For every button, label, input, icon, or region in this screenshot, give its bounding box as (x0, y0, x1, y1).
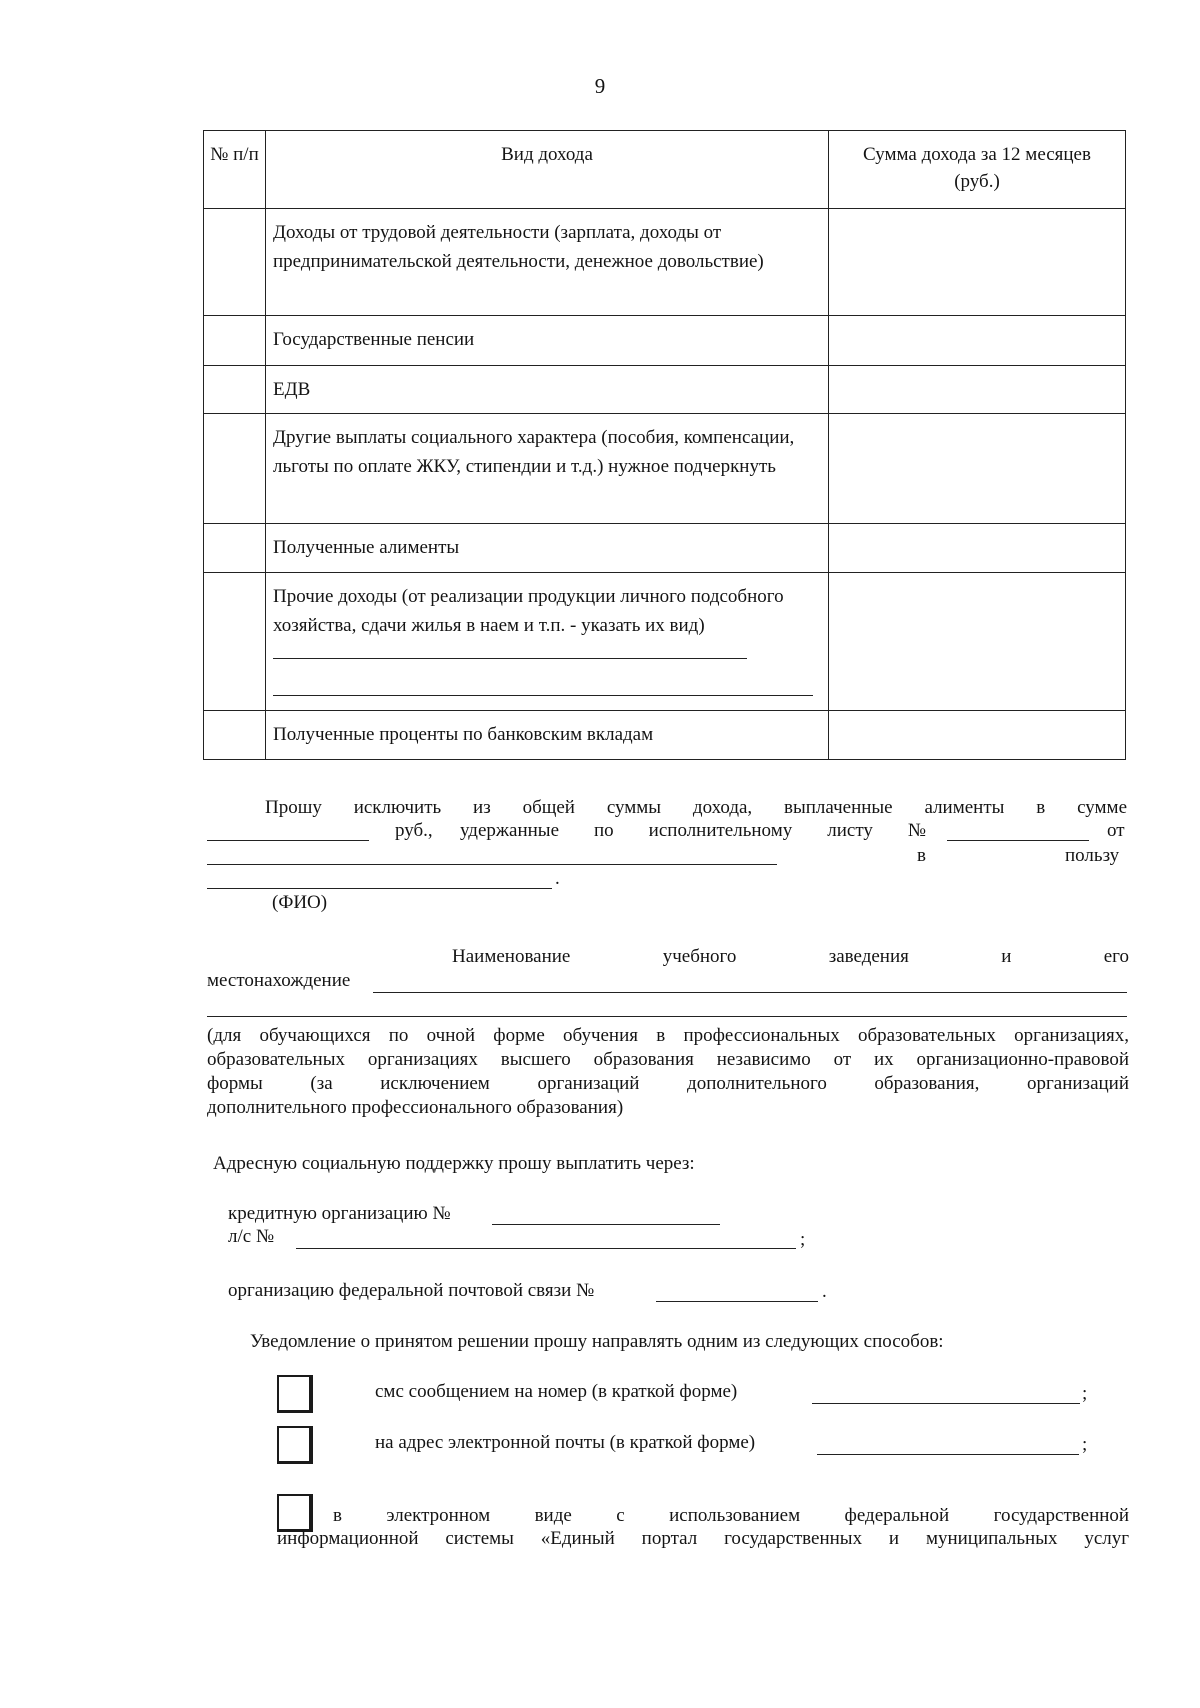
portal-line-1: в электронном виде с использованием федеральной государственной (333, 1505, 1130, 1526)
row-income-sum[interactable] (829, 209, 1126, 316)
credit-org-label: кредитную организацию № (228, 1203, 451, 1224)
income-kind-line[interactable] (273, 640, 747, 659)
fio-caption: (ФИО) (272, 892, 328, 913)
post-org-label: организацию федеральной почтовой связи № (228, 1280, 595, 1301)
row-income-sum[interactable] (829, 711, 1126, 760)
in-label: в (917, 845, 926, 866)
table-row (204, 573, 1126, 711)
row-income-sum[interactable] (829, 573, 1126, 711)
location-field[interactable] (373, 974, 1127, 993)
row-income-type: ЕДВ (266, 366, 829, 414)
phone-field[interactable] (812, 1385, 1080, 1404)
header-income-type: Вид дохода (266, 131, 829, 209)
row-income-sum[interactable] (829, 524, 1126, 573)
notification-title: Уведомление о принятом решении прошу направлять одним из следующих способов: (250, 1331, 944, 1352)
sms-label: смс сообщением на номер (в краткой форме) (375, 1381, 738, 1402)
row-income-type: Другие выплаты социального характера (пособия, компенсации, льготы по оплате ЖКУ, стипендии и т.д.) нужное подчеркнуть (266, 414, 829, 524)
row-income-sum[interactable] (829, 414, 1126, 524)
row-num (204, 316, 266, 366)
table-row (204, 209, 1126, 316)
institution-note: (для обучающихся по очной форме обучения в профессиональных образовательных организациях, образовательных организациях высшего образования независимо от их организационно-правовой формы (за исключением организаций дополнительного образования, организаций дополнительного профессионального образования) (207, 1025, 1130, 1118)
location-field-2[interactable] (207, 998, 1127, 1017)
post-end: . (822, 1281, 827, 1302)
row-income-type: Полученные алименты (266, 524, 829, 573)
table-row (204, 414, 1126, 524)
row-num (204, 573, 266, 711)
table-row (204, 524, 1126, 573)
row-income-sum[interactable] (829, 316, 1126, 366)
income-table (203, 130, 1126, 760)
row-num (204, 366, 266, 414)
row-num (204, 209, 266, 316)
row-num (204, 524, 266, 573)
header-num: № п/п (204, 131, 266, 209)
writ-date-field[interactable] (207, 846, 777, 865)
period: . (555, 868, 560, 889)
sms-end: ; (1082, 1383, 1088, 1404)
location-label: местонахождение (207, 970, 351, 991)
institution-line-1: Наименование учебного заведения и его (452, 946, 1129, 967)
portal-checkbox[interactable] (277, 1494, 313, 1532)
from-label: от (1107, 820, 1125, 841)
row-income-sum[interactable] (829, 366, 1126, 414)
alimony-line-2: удержанные по исполнительному листу № (460, 820, 927, 841)
table-row (204, 316, 1126, 366)
table-header-row (204, 131, 1126, 209)
table-row (204, 711, 1126, 760)
email-field[interactable] (817, 1436, 1079, 1455)
row-income-type: Полученные проценты по банковским вкладам (266, 711, 829, 760)
row-income-type: Государственные пенсии (266, 316, 829, 366)
row-income-type-text: Прочие доходы (от реализации продукции личного подсобного хозяйства, сдачи жилья в наем и т.п. - указать их вид) (273, 586, 784, 636)
payment-title: Адресную социальную поддержку прошу выплатить через: (213, 1153, 695, 1174)
row-income-type (266, 573, 829, 711)
alimony-amount-field[interactable] (207, 822, 369, 841)
email-end: ; (1082, 1434, 1088, 1455)
credit-org-field[interactable] (492, 1206, 720, 1225)
account-field[interactable] (296, 1230, 796, 1249)
post-org-field[interactable] (656, 1283, 818, 1302)
page-number: 9 (594, 74, 606, 98)
row-num (204, 711, 266, 760)
writ-number-field[interactable] (947, 822, 1089, 841)
income-kind-line-2[interactable] (273, 673, 813, 696)
beneficiary-field[interactable] (207, 870, 552, 889)
header-income-sum: Сумма дохода за 12 месяцев (руб.) (829, 131, 1126, 209)
table-row (204, 366, 1126, 414)
favor-label: пользу (1065, 845, 1120, 866)
row-income-type: Доходы от трудовой деятельности (зарплата, доходы от предпринимательской деятельности, денежное довольствие) (266, 209, 829, 316)
alimony-line-1: Прошу исключить из общей суммы дохода, выплаченные алименты в сумме (265, 797, 1128, 818)
sms-checkbox[interactable] (277, 1375, 313, 1413)
row-num (204, 414, 266, 524)
rub-label: руб., (395, 820, 433, 841)
email-label: на адрес электронной почты (в краткой форме) (375, 1432, 756, 1453)
email-checkbox[interactable] (277, 1426, 313, 1464)
account-end: ; (800, 1229, 806, 1250)
portal-line-2: информационной системы «Единый портал государственных и муниципальных услуг (277, 1528, 1130, 1549)
account-label: л/с № (228, 1226, 275, 1247)
